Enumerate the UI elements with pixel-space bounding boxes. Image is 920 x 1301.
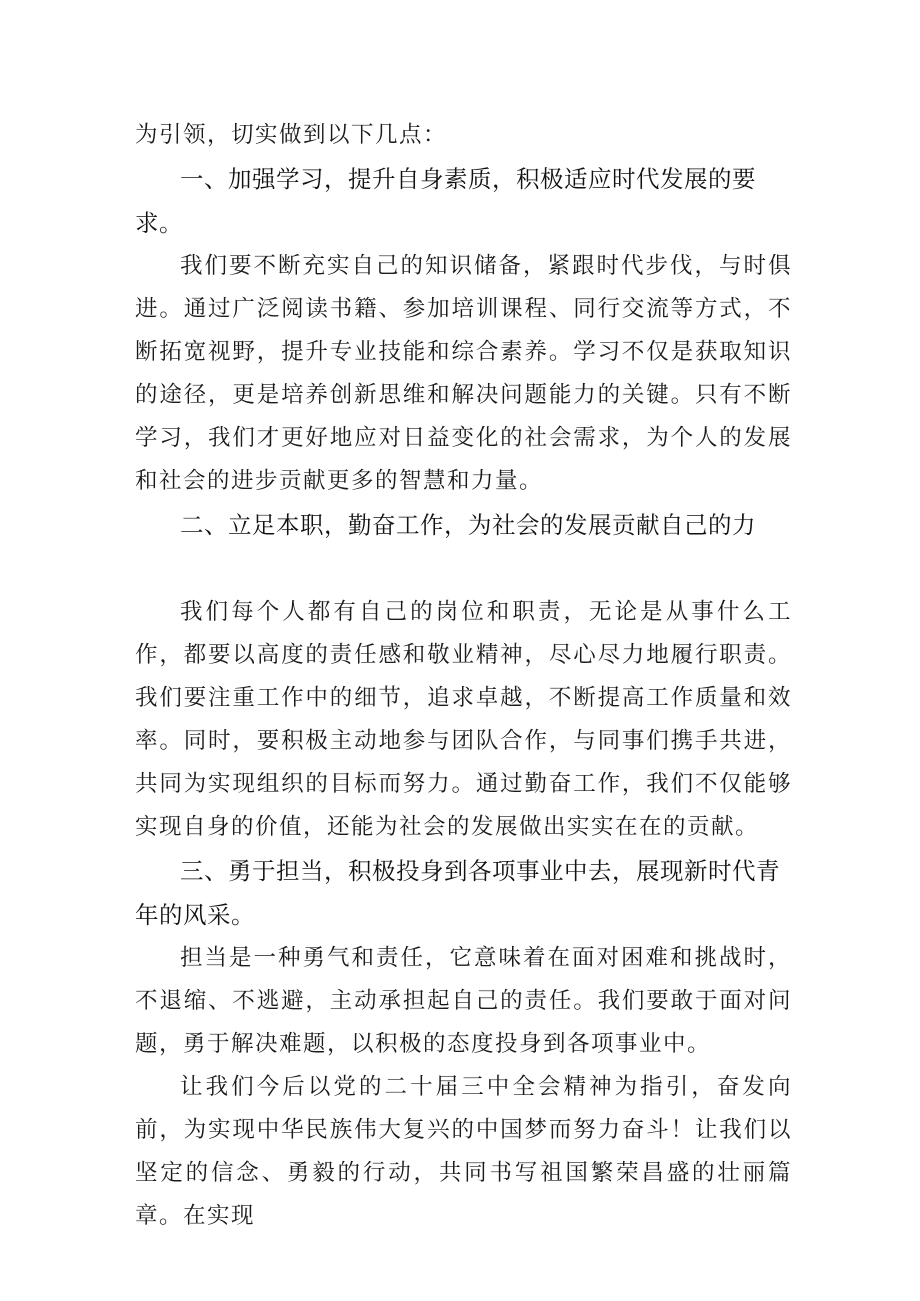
- section-heading-3: 三、勇于担当，积极投身到各项事业中去，展现新时代青年的风采。: [135, 857, 780, 929]
- section-1-paragraph-1: 我们要不断充实自己的知识储备，紧跟时代步伐，与时俱进。通过广泛阅读书籍、参加培训课程、同行交流等方式，不断拓宽视野，提升专业技能和综合素养。学习不仅是获取知识的途径，更是培养创新思维和解决问题能力的关键。只有不断学习，我们才更好地应对日益变化的社会需求，为个人的发展和社会的进步贡献更多的智慧和力量。: [135, 253, 792, 494]
- section-3-paragraph-2: 让我们今后以党的二十届三中全会精神为指引，奋发向前，为实现中华民族伟大复兴的中国梦而努力奋斗！让我们以坚定的信念、勇毅的行动，共同书写祖国繁荣昌盛的壮丽篇章。在实现: [135, 1074, 792, 1229]
- section-heading-2: 二、立足本职，勤奋工作，为社会的发展贡献自己的力: [180, 511, 756, 539]
- section-3-paragraph-1: 担当是一种勇气和责任，它意味着在面对困难和挑战时，不退缩、不逃避，主动承担起自己的责任。我们要敢于面对问题，勇于解决难题，以积极的态度投身到各项事业中。: [135, 945, 792, 1057]
- section-heading-1: 一、加强学习，提升自身素质，积极适应时代发展的要求。: [135, 165, 756, 237]
- intro-text: 为引领，切实做到以下几点：: [135, 122, 448, 148]
- section-2-paragraph-1: 我们每个人都有自己的岗位和职责，无论是从事什么工作，都要以高度的责任感和敬业精神，尽心尽力地履行职责。我们要注重工作中的细节，追求卓越，不断提高工作质量和效率。同时，要积极主动地参与团队合作，与同事们携手共进，共同为实现组织的目标而努力。通过勤奋工作，我们不仅能够实现自身的价值，还能为社会的发展做出实实在在的贡献。: [135, 599, 792, 840]
